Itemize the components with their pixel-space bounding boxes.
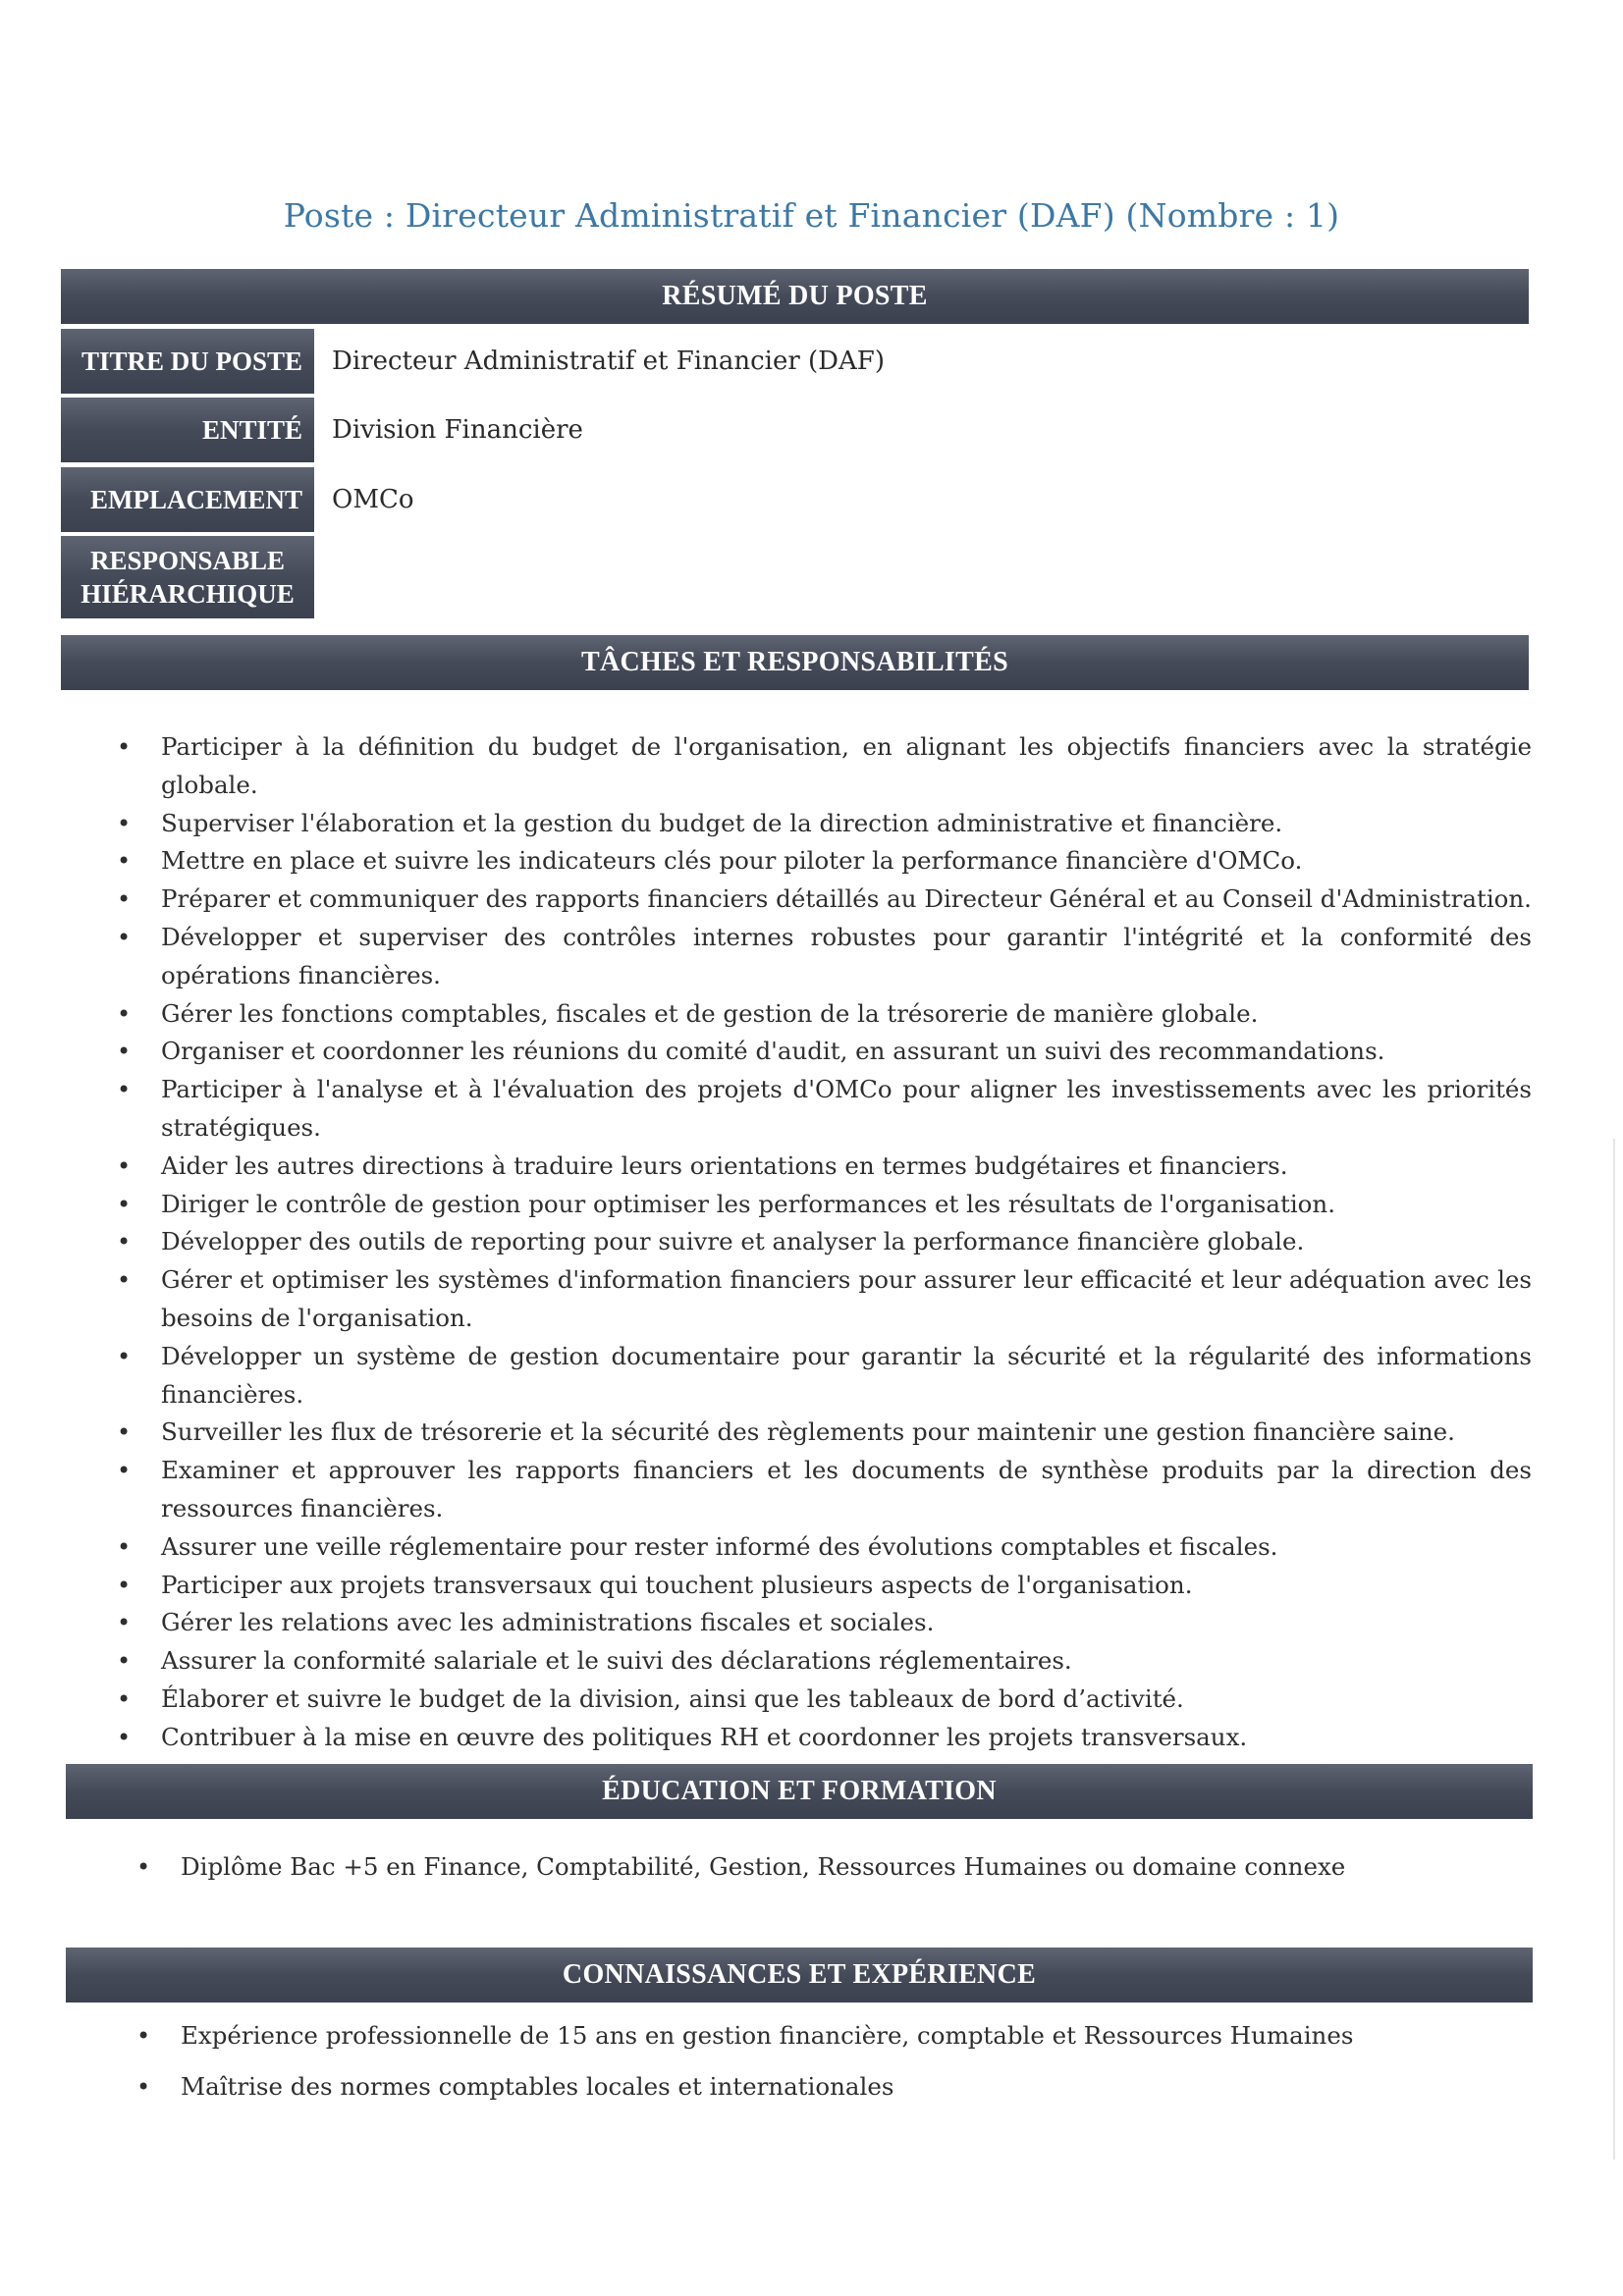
task-item-text: Aider les autres directions à traduire leurs orientations en termes budgétaires et financiers.: [161, 1150, 1288, 1180]
bullet-icon: •: [117, 1151, 132, 1180]
bullet-icon: •: [117, 1532, 132, 1561]
bullet-icon: •: [117, 1342, 132, 1370]
task-item: [117, 1452, 1532, 1528]
task-item-text: Développer des outils de reporting pour suivre et analyser la performance financière globale.: [161, 1227, 1305, 1256]
task-item-text: Assurer la conformité salariale et le suivi des déclarations réglementaires.: [161, 1646, 1072, 1676]
task-item: [117, 881, 1532, 919]
knowledge-item-text: Maîtrise des normes comptables locales et internationales: [181, 2071, 894, 2101]
summary-value-entity: Division Financière: [332, 415, 583, 445]
bullet-icon: •: [117, 809, 132, 837]
education-item: [136, 1848, 1526, 1887]
task-item: [117, 1186, 1532, 1224]
summary-label-title: TITRE DU POSTE: [61, 329, 314, 394]
task-item: [117, 1604, 1532, 1642]
summary-label-entity: ENTITÉ: [61, 398, 314, 462]
task-item-text: Assurer une veille réglementaire pour rester informé des évolutions comptables et fiscales.: [161, 1531, 1278, 1561]
bullet-icon: •: [117, 1571, 132, 1599]
bullet-icon: •: [117, 1647, 132, 1676]
bullet-icon: •: [117, 1038, 132, 1066]
bullet-icon: •: [117, 1190, 132, 1218]
task-item-text: Mettre en place et suivre les indicateurs clés pour piloter la performance financière d'OMCo.: [161, 846, 1303, 876]
task-item-text: Élaborer et suivre le budget de la division, ainsi que les tableaux de bord d’activité.: [161, 1683, 1184, 1713]
task-item-text: Gérer les relations avec les administrations fiscales et sociales.: [161, 1608, 935, 1637]
task-item-text: Préparer et communiquer des rapports financiers détaillés au Directeur Général et au Conseil d'Administration.: [161, 884, 1532, 914]
task-item: [117, 1033, 1532, 1071]
bullet-icon: •: [117, 1457, 132, 1485]
education-item-text: Diplôme Bac +5 en Finance, Comptabilité, Gestion, Ressources Humaines ou domaine connexe: [181, 1852, 1346, 1881]
task-item-text: Surveiller les flux de trésorerie et la sécurité des règlements pour maintenir une gestion financière saine.: [161, 1417, 1455, 1447]
task-item-text: Participer aux projets transversaux qui touchent plusieurs aspects de l'organisation.: [161, 1570, 1193, 1599]
education-list: [136, 1848, 1526, 1887]
task-item-text: Contribuer à la mise en œuvre des politiques RH et coordonner les projets transversaux.: [161, 1722, 1248, 1751]
task-item-text: Développer un système de gestion documentaire pour garantir la sécurité et la régularité des informations financières.: [161, 1341, 1532, 1409]
task-item-text: Développer et superviser des contrôles internes robustes pour garantir l'intégrité et la conformité des opérations financières.: [161, 922, 1532, 989]
task-item: [117, 1567, 1532, 1605]
section-header-tasks: TÂCHES ET RESPONSABILITÉS: [61, 635, 1529, 690]
task-item: [117, 1148, 1532, 1186]
knowledge-item-text: Expérience professionnelle de 15 ans en gestion financière, comptable et Ressources Humaines: [181, 2021, 1354, 2050]
scan-edge-line: [1613, 1139, 1615, 2160]
summary-value-location: OMCo: [332, 485, 414, 514]
bullet-icon: •: [117, 1684, 132, 1713]
task-item-text: Organiser et coordonner les réunions du comité d'audit, en assurant un suivi des recommandations.: [161, 1037, 1385, 1066]
task-item: [117, 805, 1532, 843]
bullet-icon: •: [117, 1228, 132, 1256]
task-item: [117, 1719, 1532, 1757]
bullet-icon: •: [117, 847, 132, 876]
knowledge-list: [136, 2017, 1526, 2119]
task-item: [117, 1261, 1532, 1338]
tasks-list: [117, 728, 1532, 1794]
page-title: Poste : Directeur Administratif et Financier (DAF) (Nombre : 1): [283, 196, 1340, 235]
task-item: [117, 1681, 1532, 1719]
task-item: [117, 1528, 1532, 1567]
task-item-text: Examiner et approuver les rapports financiers et les documents de synthèse produits par la direction des ressources financières.: [161, 1456, 1532, 1522]
bullet-icon: •: [117, 1266, 132, 1295]
bullet-icon: •: [117, 733, 132, 761]
knowledge-item: [136, 2017, 1526, 2056]
task-item: [117, 842, 1532, 881]
task-item: [117, 1223, 1532, 1261]
task-item-text: Participer à la définition du budget de l'organisation, en alignant les objectifs financiers avec la stratégie globale.: [161, 732, 1532, 799]
section-header-knowledge: CONNAISSANCES ET EXPÉRIENCE: [66, 1948, 1533, 2002]
knowledge-item: [136, 2068, 1526, 2107]
task-item-text: Superviser l'élaboration et la gestion du budget de la direction administrative et financière.: [161, 808, 1283, 837]
summary-label-manager: RESPONSABLE HIÉRARCHIQUE: [61, 536, 314, 618]
task-item: [117, 1338, 1532, 1415]
section-header-education: ÉDUCATION ET FORMATION: [66, 1764, 1533, 1819]
bullet-icon: •: [117, 1609, 132, 1637]
bullet-icon: •: [117, 923, 132, 951]
task-item: [117, 919, 1532, 995]
task-item-text: Gérer et optimiser les systèmes d'information financiers pour assurer leur efficacité et leur adéquation avec les besoins de l'organisation.: [161, 1265, 1532, 1332]
bullet-icon: •: [117, 885, 132, 914]
summary-label-location: EMPLACEMENT: [61, 467, 314, 532]
bullet-icon: •: [136, 2022, 151, 2050]
summary-value-title: Directeur Administratif et Financier (DAF): [332, 347, 885, 376]
bullet-icon: •: [117, 1723, 132, 1751]
section-header-summary: RÉSUMÉ DU POSTE: [61, 269, 1529, 324]
task-item: [117, 1642, 1532, 1681]
bullet-icon: •: [136, 2072, 151, 2101]
task-item: [117, 1414, 1532, 1452]
bullet-icon: •: [117, 1418, 132, 1447]
bullet-icon: •: [117, 999, 132, 1028]
task-item: [117, 995, 1532, 1034]
bullet-icon: •: [117, 1076, 132, 1104]
task-item-text: Participer à l'analyse et à l'évaluation des projets d'OMCo pour aligner les investissements avec les priorités stratégiques.: [161, 1075, 1532, 1142]
task-item: [117, 1071, 1532, 1148]
task-item-text: Gérer les fonctions comptables, fiscales et de gestion de la trésorerie de manière globale.: [161, 998, 1259, 1028]
task-item: [117, 728, 1532, 805]
task-item-text: Diriger le contrôle de gestion pour optimiser les performances et les résultats de l'organisation.: [161, 1189, 1335, 1218]
bullet-icon: •: [136, 1853, 151, 1881]
